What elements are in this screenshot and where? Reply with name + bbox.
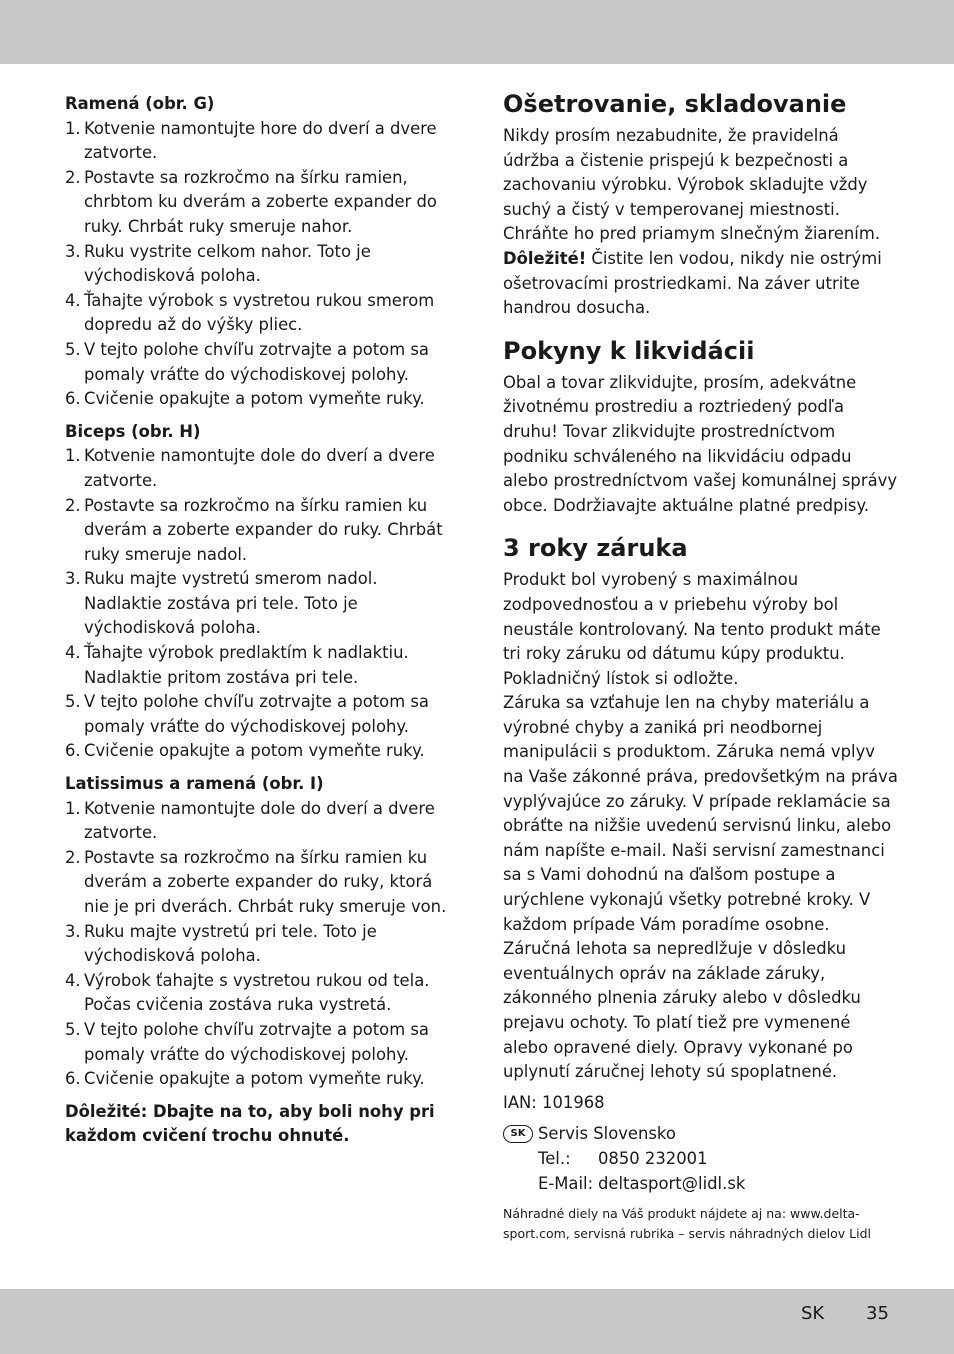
step-number: 4. <box>65 970 81 990</box>
step-text: V tejto polohe chvíľu zotrvajte a potom sa pomaly vráťte do východiskovej polohy. <box>84 692 429 736</box>
care-heading: Ošetrovanie, skladovanie <box>503 90 847 118</box>
step-item <box>65 387 460 412</box>
step-number: 5. <box>65 339 81 359</box>
step-item <box>65 739 460 764</box>
step-number: 2. <box>65 495 81 515</box>
ian-number: IAN: 101968 <box>503 1092 605 1112</box>
step-number: 3. <box>65 921 81 941</box>
step-number: 1. <box>65 118 81 138</box>
step-item <box>65 494 460 568</box>
care-paragraph-3 <box>503 247 898 321</box>
step-text: Cvičenie opakujte a potom vymeňte ruky. <box>84 1069 425 1089</box>
email-value: deltasport@lidl.sk <box>598 1173 746 1193</box>
step-item <box>65 567 460 641</box>
service-phone <box>503 1147 898 1172</box>
step-item <box>65 166 460 240</box>
spare-parts-note: Náhradné diely na Váš produkt nájdete aj na: www.delta-sport.com, servisná rubrika – servis náhradných dielov Lidl <box>503 1206 871 1241</box>
step-item <box>65 797 460 846</box>
step-item <box>65 641 460 690</box>
step-number: 6. <box>65 389 81 409</box>
step-number: 3. <box>65 241 81 261</box>
phone-value: 0850 232001 <box>598 1148 708 1168</box>
service-contact <box>503 1122 898 1196</box>
step-text: Ťahajte výrobok predlaktím k nadlaktiu. Nadlaktie pritom zostáva pri tele. <box>84 643 409 687</box>
step-number: 2. <box>65 167 81 187</box>
step-number: 5. <box>65 692 81 712</box>
care-paragraph-2: Chráňte ho pred priamym slnečným žiarením. <box>503 224 881 244</box>
step-item <box>65 289 460 338</box>
phone-label: Tel.: <box>538 1148 571 1168</box>
step-number: 6. <box>65 741 81 761</box>
step-item <box>65 1018 460 1067</box>
steps-latissimus <box>65 797 460 1092</box>
step-item <box>65 969 460 1018</box>
right-column <box>503 88 898 1243</box>
country-badge-icon: SK <box>503 1125 533 1143</box>
step-number: 3. <box>65 569 81 589</box>
service-name: Servis Slovensko <box>538 1124 676 1144</box>
step-number: 5. <box>65 1019 81 1039</box>
step-text: Postavte sa rozkročmo na šírku ramien ku dverám a zoberte expander do ruky, ktorá nie je pri dverách. Chrbát ruky smeruje von. <box>84 847 447 916</box>
step-item <box>65 338 460 387</box>
service-email <box>503 1172 898 1197</box>
step-number: 6. <box>65 1069 81 1089</box>
steps-shoulders <box>65 117 460 412</box>
step-item <box>65 920 460 969</box>
step-number: 1. <box>65 798 81 818</box>
disposal-paragraph: Obal a tovar zlikvidujte, prosím, adekvátne životnému prostrediu a roztriedený podľa druhu! Tovar zlikvidujte prostredníctvom podniku schváleného na likvidáciu odpadu alebo prostredníctvom vašej komunálnej správy obce. Dodržiavajte aktuálne platné predpisy. <box>503 372 898 515</box>
step-text: Ťahajte výrobok s vystretou rukou smerom dopredu až do výšky pliec. <box>84 290 435 335</box>
steps-biceps <box>65 444 460 764</box>
step-item <box>65 117 460 166</box>
email-label: E-Mail: <box>538 1173 594 1193</box>
step-text: Cvičenie opakujte a potom vymeňte ruky. <box>84 741 425 761</box>
step-text: Ruku majte vystretú smerom nadol. Nadlaktie zostáva pri tele. Toto je východisková poloha. <box>84 569 378 638</box>
warranty-paragraph-1: Produkt bol vyrobený s maximálnou zodpovednosťou a v priebehu výroby bol neustále kontrolovaný. Na tento produkt máte tri roky záruku od dátumu kúpy produktu. Pokladničný lístok si odložte. <box>503 570 881 688</box>
section-title-latissimus: Latissimus a ramená (obr. I) <box>65 774 324 794</box>
step-text: Kotvenie namontujte hore do dverí a dvere zatvorte. <box>84 118 437 163</box>
footer-language: SK <box>801 1303 825 1324</box>
step-text: Postavte sa rozkročmo na šírku ramien, chrbtom ku dverám a zoberte expander do ruky. Chrbát ruky smeruje nahor. <box>84 167 437 236</box>
header-bar <box>0 0 954 64</box>
disposal-heading: Pokyny k likvidácii <box>503 336 755 365</box>
step-item <box>65 240 460 289</box>
step-number: 4. <box>65 290 81 310</box>
step-text: V tejto polohe chvíľu zotrvajte a potom sa pomaly vráťte do východiskovej polohy. <box>84 339 429 384</box>
warranty-paragraph-2: Záruka sa vzťahuje len na chyby materiálu a výrobné chyby a zaniká pri neodbornej manipulácii s produktom. Záruka nemá vplyv na Vaše zákonné práva, predovšetkým na práva vyplývajúce zo záruky. V prípade reklamácie sa obráťte na nižšie uvedenú servisnú linku, alebo nám napíšte e-mail. Naši servisní zamestnanci sa s Vami dohodnú na ďalšom postupe a urýchlene vykonajú všetky potrebné kroky. V každom prípade Vám poradíme osobne. <box>503 693 898 934</box>
step-item <box>65 444 460 493</box>
step-item <box>65 1067 460 1092</box>
step-number: 1. <box>65 446 81 466</box>
step-text: Postavte sa rozkročmo na šírku ramien ku dverám a zoberte expander do ruky. Chrbát ruky smeruje nadol. <box>84 495 443 564</box>
warranty-paragraph-3: Záručná lehota sa nepredlžuje v dôsledku eventuálnych opráv na základe záruky, zákonného plnenia záruky alebo v dôsledku prejavu ochoty. To platí tiež pre vymenené alebo opravené diely. Opravy vykonané po uplynutí záručnej lehoty sú spoplatnené. <box>503 939 861 1082</box>
step-number: 2. <box>65 847 81 867</box>
page-number: 35 <box>866 1303 889 1324</box>
section-title-shoulders: Ramená (obr. G) <box>65 94 215 113</box>
step-text: Kotvenie namontujte dole do dverí a dvere zatvorte. <box>84 446 435 490</box>
warranty-heading: 3 roky záruka <box>503 534 688 563</box>
step-text: Cvičenie opakujte a potom vymeňte ruky. <box>84 389 425 409</box>
step-item <box>65 846 460 920</box>
step-text: Kotvenie namontujte dole do dverí a dvere zatvorte. <box>84 798 435 843</box>
important-note: Dôležité: Dbajte na to, aby boli nohy pri každom cvičení trochu ohnuté. <box>65 1101 435 1146</box>
step-text: Ruku majte vystretú pri tele. Toto je východisková poloha. <box>84 921 377 966</box>
care-paragraph-1: Nikdy prosím nezabudnite, že pravidelná údržba a čistenie prispejú k bezpečnosti a zachovaniu výrobku. Výrobok skladujte vždy suchý a čistý v temperovanej miestnosti. <box>503 126 868 219</box>
left-column <box>65 92 460 1149</box>
step-item <box>65 690 460 739</box>
step-text: V tejto polohe chvíľu zotrvajte a potom sa pomaly vráťte do východiskovej polohy. <box>84 1019 429 1064</box>
step-number: 4. <box>65 643 81 663</box>
section-title-biceps: Biceps (obr. H) <box>65 421 201 441</box>
step-text: Výrobok ťahajte s vystretou rukou od tela. Počas cvičenia zostáva ruka vystretá. <box>84 970 430 1015</box>
care-important-label: Dôležité! <box>503 248 587 268</box>
care-important-text: Čistite len vodou, nikdy nie ostrými ošetrovacími prostriedkami. Na záver utrite handrou dosucha. <box>503 248 882 318</box>
step-text: Ruku vystrite celkom nahor. Toto je východisková poloha. <box>84 241 371 286</box>
